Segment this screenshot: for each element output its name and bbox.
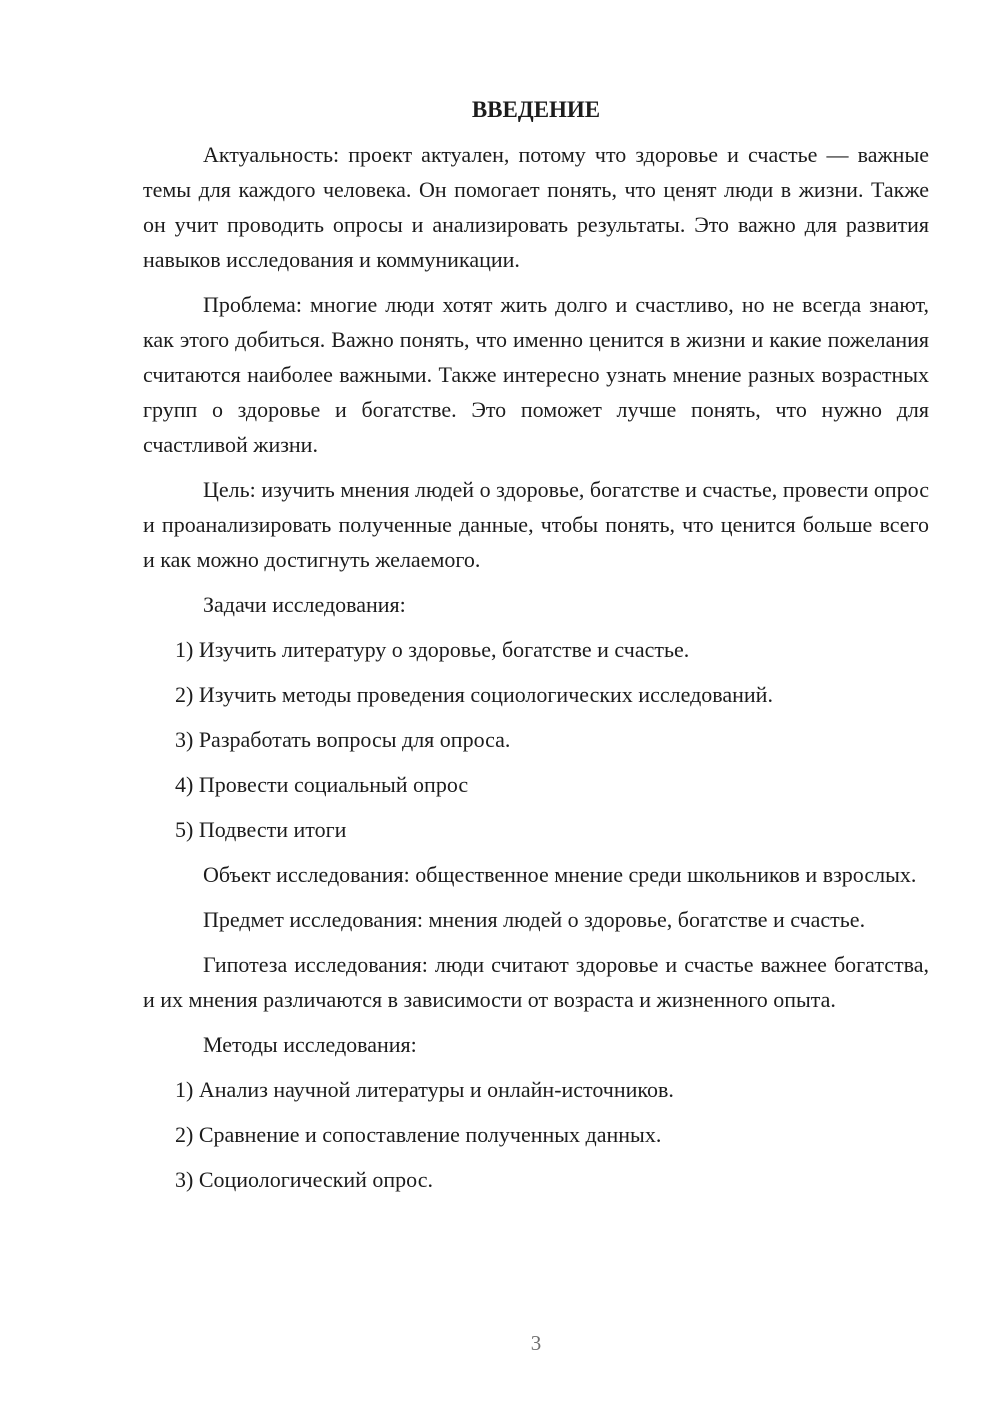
- object-paragraph: Объект исследования: общественное мнение среди школьников и взрослых.: [203, 862, 917, 887]
- task-item: 5) Подвести итоги: [175, 817, 347, 842]
- document-page: [143, 95, 929, 1207]
- methods-list: [143, 1072, 929, 1197]
- relevance-paragraph: Актуальность: проект актуален, потому что здоровье и счастье — важные темы для каждого человека. Он помогает понять, что ценят люди в жизни. Также он учит проводить опросы и анализировать результаты. Это важно для развития навыков исследования и коммуникации.: [143, 142, 929, 272]
- goal-paragraph: Цель: изучить мнения людей о здоровье, богатстве и счастье, провести опрос и проанализировать полученные данные, чтобы понять, что ценится больше всего и как можно достигнуть желаемого.: [143, 477, 929, 572]
- task-item: 1) Изучить литературу о здоровье, богатстве и счастье.: [175, 637, 690, 662]
- methods-heading: Методы исследования:: [203, 1032, 417, 1057]
- method-item: 3) Социологический опрос.: [175, 1167, 433, 1192]
- page-number: 3: [530, 1331, 542, 1355]
- task-item: 4) Провести социальный опрос: [175, 772, 469, 797]
- task-item: 3) Разработать вопросы для опроса.: [175, 727, 511, 752]
- method-item: 2) Сравнение и сопоставление полученных данных.: [175, 1122, 662, 1147]
- method-item: 1) Анализ научной литературы и онлайн-источников.: [175, 1077, 674, 1102]
- task-item: 2) Изучить методы проведения социологических исследований.: [175, 682, 773, 707]
- subject-paragraph: Предмет исследования: мнения людей о здоровье, богатстве и счастье.: [203, 907, 866, 932]
- tasks-list: [143, 632, 929, 847]
- problem-paragraph: Проблема: многие люди хотят жить долго и счастливо, но не всегда знают, как этого добиться. Важно понять, что именно ценится в жизни и какие пожелания считаются наиболее важными. Также интересно узнать мнение разных возрастных групп о здоровье и богатстве. Это поможет лучше понять, что нужно для счастливой жизни.: [143, 292, 929, 457]
- tasks-heading: Задачи исследования:: [203, 592, 406, 617]
- page-title: ВВЕДЕНИЕ: [471, 97, 601, 122]
- hypothesis-paragraph: Гипотеза исследования: люди считают здоровье и счастье важнее богатства, и их мнения различаются в зависимости от возраста и жизненного опыта.: [143, 952, 929, 1012]
